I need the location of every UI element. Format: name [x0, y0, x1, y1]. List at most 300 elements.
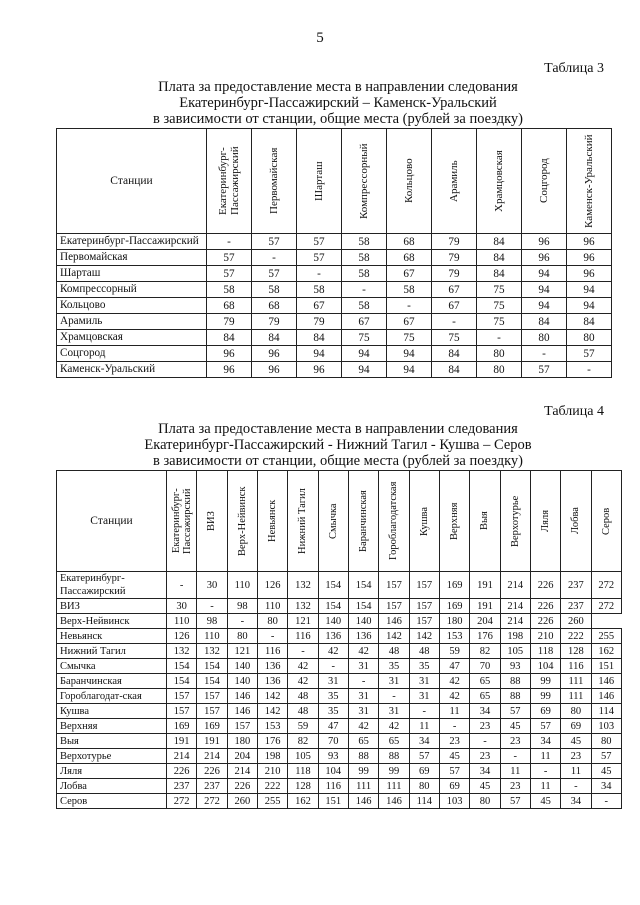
fare-cell: 58	[342, 250, 387, 266]
fare-cell: 157	[379, 599, 409, 614]
stations-header: Станции	[57, 129, 207, 234]
fare-cell: 47	[439, 659, 469, 674]
fare-cell: 255	[257, 794, 287, 809]
fare-cell: 214	[197, 749, 227, 764]
fare-cell: 169	[167, 719, 197, 734]
fare-cell: 68	[207, 298, 252, 314]
station-name: Соцгород	[57, 346, 207, 362]
fare-cell: 128	[561, 644, 591, 659]
fare-cell: -	[530, 764, 560, 779]
fare-cell: 80	[227, 629, 257, 644]
fare-cell: 154	[197, 659, 227, 674]
fare-cell: 80	[477, 346, 522, 362]
fare-cell: -	[257, 629, 287, 644]
fare-cell: 198	[257, 749, 287, 764]
column-header	[470, 471, 500, 572]
fare-cell: 110	[227, 572, 257, 599]
fare-cell: 23	[500, 779, 530, 794]
fare-cell: 154	[348, 572, 378, 599]
station-name: Верхотурье	[57, 749, 167, 764]
fare-cell: 42	[379, 719, 409, 734]
fare-cell: 142	[257, 689, 287, 704]
fare-cell: 23	[470, 749, 500, 764]
station-name: Кушва	[57, 704, 167, 719]
fare-cell: 214	[500, 614, 530, 629]
fare-cell: 98	[197, 614, 227, 629]
fare-cell: 204	[227, 749, 257, 764]
station-name: Невьянск	[57, 629, 167, 644]
fare-cell: 136	[318, 629, 348, 644]
station-name: ВИЗ	[57, 599, 167, 614]
table-row	[57, 266, 612, 282]
station-name: Компрессорный	[57, 282, 207, 298]
fare-cell: 146	[591, 674, 621, 689]
fare-cell: 31	[318, 674, 348, 689]
table-row	[57, 298, 612, 314]
fare-cell: 140	[227, 659, 257, 674]
fare-cell: 45	[530, 794, 560, 809]
column-header	[500, 471, 530, 572]
fare-cell: 226	[227, 779, 257, 794]
fare-cell: -	[167, 572, 197, 599]
table-row	[57, 749, 622, 764]
fare-cell: -	[197, 599, 227, 614]
fare-cell: -	[387, 298, 432, 314]
fare-cell: 169	[197, 719, 227, 734]
fare-cell: 93	[500, 659, 530, 674]
column-header-label: ВИЗ	[206, 511, 218, 531]
column-header	[318, 471, 348, 572]
fare-cell: 157	[167, 689, 197, 704]
column-header	[288, 471, 318, 572]
fare-cell: 116	[288, 629, 318, 644]
fare-cell: 84	[432, 362, 477, 378]
fare-cell: 34	[530, 734, 560, 749]
fare-cell: 80	[561, 704, 591, 719]
fare-cell: 153	[257, 719, 287, 734]
table-row	[57, 689, 622, 704]
fare-cell: 57	[439, 764, 469, 779]
fare-cell: 57	[567, 346, 612, 362]
column-header-label: Шарташ	[313, 161, 325, 201]
fare-cell: 99	[530, 689, 560, 704]
column-header-label: Выя	[479, 511, 491, 531]
table-row	[57, 250, 612, 266]
fare-cell: 132	[197, 644, 227, 659]
fare-cell: 31	[379, 704, 409, 719]
fare-cell: 68	[252, 298, 297, 314]
fare-cell: 11	[530, 779, 560, 794]
fare-cell: 84	[567, 314, 612, 330]
fare-cell: 157	[167, 704, 197, 719]
column-header	[252, 129, 297, 234]
fare-cell: 34	[409, 734, 439, 749]
fare-cell: 58	[342, 298, 387, 314]
fare-cell: 48	[379, 644, 409, 659]
fare-cell: 70	[318, 734, 348, 749]
fare-cell: -	[227, 614, 257, 629]
fare-cell: 198	[500, 629, 530, 644]
table-row	[57, 779, 622, 794]
fare-cell: 82	[288, 734, 318, 749]
fare-cell: 94	[522, 298, 567, 314]
fare-cell: 31	[409, 674, 439, 689]
table-row	[57, 719, 622, 734]
fare-cell: 99	[379, 764, 409, 779]
fare-cell: 132	[167, 644, 197, 659]
page-number: 5	[316, 30, 324, 46]
fare-cell: 42	[439, 689, 469, 704]
fare-cell: 84	[522, 314, 567, 330]
column-header-label: Смычка	[327, 503, 339, 539]
fare-cell: 94	[342, 362, 387, 378]
column-header-label: Первомайская	[268, 147, 280, 215]
fare-cell: 142	[257, 704, 287, 719]
column-header-label: Ляля	[540, 509, 552, 533]
fare-cell: 75	[477, 314, 522, 330]
fare-cell: 142	[379, 629, 409, 644]
fare-cell: 84	[252, 330, 297, 346]
fare-cell: 132	[288, 599, 318, 614]
fare-cell: 42	[318, 644, 348, 659]
column-header	[432, 129, 477, 234]
fare-cell: 94	[387, 362, 432, 378]
station-name: Верхняя	[57, 719, 167, 734]
station-name: Шарташ	[57, 266, 207, 282]
fare-cell: 140	[318, 614, 348, 629]
fare-cell: 57	[207, 266, 252, 282]
fare-cell: 88	[500, 689, 530, 704]
fare-cell: 69	[530, 704, 560, 719]
fare-cell: 79	[252, 314, 297, 330]
fare-cell: 116	[257, 644, 287, 659]
fare-cell: 93	[318, 749, 348, 764]
fare-cell: 162	[591, 644, 621, 659]
fare-cell: 176	[470, 629, 500, 644]
fare-cell: 75	[342, 330, 387, 346]
fare-cell: 57	[500, 794, 530, 809]
fare-cell: 226	[530, 614, 560, 629]
fare-cell: 237	[167, 779, 197, 794]
fare-cell: 23	[500, 734, 530, 749]
fare-cell: 157	[197, 704, 227, 719]
fare-cell: 58	[387, 282, 432, 298]
fare-cell: 45	[591, 764, 621, 779]
station-name: Лобва	[57, 779, 167, 794]
column-header	[167, 471, 197, 572]
fare-cell: 23	[470, 719, 500, 734]
fare-cell: 136	[257, 674, 287, 689]
fare-cell: 35	[409, 659, 439, 674]
fare-cell: 222	[561, 629, 591, 644]
fare-cell: 42	[288, 674, 318, 689]
fare-cell: 154	[318, 599, 348, 614]
column-header-label: Екатеринбург-Пассажирский	[217, 146, 241, 216]
table-row	[57, 234, 612, 250]
station-name: Каменск-Уральский	[57, 362, 207, 378]
fare-cell: 80	[470, 794, 500, 809]
column-header-label: Верх-Нейвинск	[236, 486, 248, 556]
fare-cell: 57	[591, 749, 621, 764]
fare-cell: 69	[561, 719, 591, 734]
fare-cell: 237	[561, 599, 591, 614]
table-row	[57, 659, 622, 674]
table-row	[57, 704, 622, 719]
fare-cell: 31	[379, 674, 409, 689]
fare-cell: 214	[227, 764, 257, 779]
fare-cell: -	[252, 250, 297, 266]
fare-cell: 75	[477, 298, 522, 314]
fare-cell: -	[342, 282, 387, 298]
table-row	[57, 314, 612, 330]
fare-cell: 110	[197, 629, 227, 644]
column-header	[342, 129, 387, 234]
table-row	[57, 794, 622, 809]
fare-cell: 116	[561, 659, 591, 674]
fare-cell: 23	[439, 734, 469, 749]
fare-cell: 42	[288, 659, 318, 674]
fare-cell: 136	[348, 629, 378, 644]
fare-cell: 31	[409, 689, 439, 704]
fare-cell: 94	[387, 346, 432, 362]
fare-cell: 214	[167, 749, 197, 764]
fare-cell: 79	[432, 250, 477, 266]
fare-cell: 116	[318, 779, 348, 794]
fare-cell: 34	[470, 704, 500, 719]
column-header-label: Компрессорный	[358, 143, 370, 219]
fare-cell: 75	[432, 330, 477, 346]
fare-cell: 42	[348, 719, 378, 734]
fare-cell: 114	[591, 704, 621, 719]
fare-cell: 222	[257, 779, 287, 794]
table-row	[57, 282, 612, 298]
station-name: Выя	[57, 734, 167, 749]
fare-cell: 67	[387, 266, 432, 282]
table3-title-line: Екатеринбург-Пассажирский – Каменск-Уральский	[179, 95, 497, 111]
fare-cell: 31	[348, 704, 378, 719]
fare-cell: 255	[591, 629, 621, 644]
fare-cell: 30	[197, 572, 227, 599]
fare-cell: 79	[207, 314, 252, 330]
fare-cell: 35	[318, 689, 348, 704]
column-header	[207, 129, 252, 234]
fare-cell: 146	[591, 689, 621, 704]
fare-cell: 11	[530, 749, 560, 764]
fare-cell: 162	[288, 794, 318, 809]
fare-cell: 272	[591, 599, 621, 614]
fare-cell: 94	[522, 266, 567, 282]
column-header	[227, 471, 257, 572]
fare-cell: 96	[252, 346, 297, 362]
table-row	[57, 644, 622, 659]
fare-cell: 237	[197, 779, 227, 794]
fare-cell: 126	[257, 572, 287, 599]
fare-cell: 84	[477, 266, 522, 282]
fare-cell: 67	[297, 298, 342, 314]
table4-title-line: Плата за предоставление места в направлении следования	[158, 421, 518, 437]
fare-cell: 84	[207, 330, 252, 346]
fare-cell: 99	[530, 674, 560, 689]
fare-cell: 67	[342, 314, 387, 330]
column-header	[348, 471, 378, 572]
fare-cell: 111	[379, 779, 409, 794]
fare-cell: 214	[500, 599, 530, 614]
fare-cell: 75	[477, 282, 522, 298]
fare-cell: 67	[432, 298, 477, 314]
fare-cell: 96	[297, 362, 342, 378]
fare-cell: 65	[348, 734, 378, 749]
fare-cell: 67	[432, 282, 477, 298]
fare-cell: 104	[530, 659, 560, 674]
fare-cell: 57	[297, 250, 342, 266]
fare-cell: 191	[470, 572, 500, 599]
fare-cell: 79	[432, 234, 477, 250]
table3	[56, 128, 612, 378]
fare-cell: 80	[591, 734, 621, 749]
fare-cell: 154	[318, 572, 348, 599]
fare-cell: 157	[409, 599, 439, 614]
fare-cell: 35	[379, 659, 409, 674]
fare-cell: 226	[197, 764, 227, 779]
table-row	[57, 572, 622, 599]
column-header	[567, 129, 612, 234]
fare-cell: 48	[288, 689, 318, 704]
fare-cell: 79	[432, 266, 477, 282]
fare-cell: 210	[257, 764, 287, 779]
fare-cell: 260	[561, 614, 591, 629]
fare-cell: 157	[227, 719, 257, 734]
column-header-label: Каменск-Уральский	[583, 134, 595, 228]
table4	[56, 470, 622, 809]
fare-cell: 45	[439, 749, 469, 764]
fare-cell: 57	[252, 234, 297, 250]
column-header-label: Лобва	[570, 507, 582, 535]
fare-cell: -	[477, 330, 522, 346]
fare-cell: 191	[167, 734, 197, 749]
fare-cell: -	[207, 234, 252, 250]
fare-cell: 146	[227, 704, 257, 719]
fare-cell: 110	[167, 614, 197, 629]
fare-cell: 180	[439, 614, 469, 629]
fare-cell: 35	[318, 704, 348, 719]
column-header-label: Невьянск	[267, 499, 279, 543]
table4-header-row	[57, 471, 622, 572]
fare-cell: 57	[252, 266, 297, 282]
fare-cell: -	[348, 674, 378, 689]
fare-cell: 84	[432, 346, 477, 362]
table-row	[57, 362, 612, 378]
fare-cell: 272	[167, 794, 197, 809]
fare-cell: 42	[348, 644, 378, 659]
column-header	[297, 129, 342, 234]
fare-cell: 146	[348, 794, 378, 809]
fare-cell: 126	[167, 629, 197, 644]
fare-cell: 94	[567, 282, 612, 298]
column-header-label: Храмцовская	[493, 150, 505, 212]
fare-cell: 11	[409, 719, 439, 734]
fare-cell: 58	[207, 282, 252, 298]
fare-cell: 68	[387, 234, 432, 250]
fare-cell: 88	[379, 749, 409, 764]
fare-cell: 111	[348, 779, 378, 794]
fare-cell: 48	[288, 704, 318, 719]
fare-cell: 96	[207, 346, 252, 362]
fare-cell: 191	[470, 599, 500, 614]
fare-cell: 57	[500, 704, 530, 719]
column-header-label: Кольцово	[403, 158, 415, 204]
column-header	[522, 129, 567, 234]
fare-cell: 58	[342, 266, 387, 282]
fare-cell: 94	[297, 346, 342, 362]
station-name: Верх-Нейвинск	[57, 614, 167, 629]
fare-cell: 146	[379, 614, 409, 629]
fare-cell: 23	[561, 749, 591, 764]
fare-cell: 180	[227, 734, 257, 749]
fare-cell: 47	[318, 719, 348, 734]
fare-cell: 96	[567, 234, 612, 250]
fare-cell: 111	[561, 674, 591, 689]
fare-cell: 157	[197, 689, 227, 704]
fare-cell: 94	[522, 282, 567, 298]
fare-cell: 110	[257, 599, 287, 614]
station-name: Храмцовская	[57, 330, 207, 346]
fare-cell: -	[561, 779, 591, 794]
station-name: Екатеринбург-Пассажирский	[57, 572, 167, 599]
fare-cell: 96	[522, 234, 567, 250]
fare-cell: 57	[207, 250, 252, 266]
column-header-label: Арамиль	[448, 160, 460, 202]
column-header	[257, 471, 287, 572]
column-header-label: Серов	[600, 507, 612, 535]
fare-cell: 34	[591, 779, 621, 794]
station-name: Арамиль	[57, 314, 207, 330]
column-header-label: Гороблагодатская	[388, 481, 400, 561]
table4-title-line: в зависимости от станции, общие места (рублей за поездку)	[152, 453, 524, 469]
fare-cell: 34	[561, 794, 591, 809]
table-row	[57, 614, 622, 629]
table4-title-line: Екатеринбург-Пассажирский - Нижний Тагил - Кушва – Серов	[144, 437, 532, 453]
fare-cell: 226	[530, 599, 560, 614]
fare-cell: -	[470, 734, 500, 749]
fare-cell: 210	[530, 629, 560, 644]
table3-title	[110, 79, 566, 127]
station-name: Ляля	[57, 764, 167, 779]
column-header	[439, 471, 469, 572]
fare-cell: 98	[227, 599, 257, 614]
fare-cell: -	[500, 749, 530, 764]
fare-cell: 142	[409, 629, 439, 644]
column-header-label: Нижний Тагил	[297, 488, 309, 554]
fare-cell: 154	[348, 599, 378, 614]
fare-cell: 30	[167, 599, 197, 614]
fare-cell: 140	[348, 614, 378, 629]
table3-header-row	[57, 129, 612, 234]
fare-cell: -	[439, 719, 469, 734]
fare-cell: 96	[252, 362, 297, 378]
fare-cell: 114	[409, 794, 439, 809]
station-name: Кольцово	[57, 298, 207, 314]
fare-cell: 169	[439, 572, 469, 599]
column-header-label: Верхотурье	[509, 495, 521, 547]
fare-cell: 57	[409, 749, 439, 764]
fare-cell: 121	[288, 614, 318, 629]
fare-cell: 153	[439, 629, 469, 644]
fare-cell: 45	[500, 719, 530, 734]
table-row	[57, 330, 612, 346]
table-row	[57, 346, 612, 362]
fare-cell: 154	[167, 659, 197, 674]
fare-cell: 140	[227, 674, 257, 689]
